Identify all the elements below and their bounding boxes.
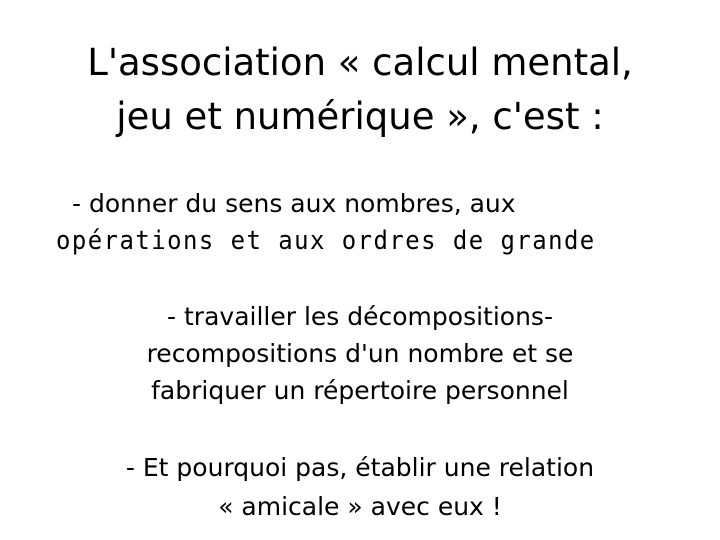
bullet-3-line-1: - Et pourquoi pas, établir une relation <box>125 453 595 482</box>
bullet-1-line-1: - donner du sens aux nombres, aux <box>72 189 516 218</box>
bullet-decompositions <box>0 298 720 409</box>
bullet-3-line-2: « amicale » avec eux ! <box>218 492 502 521</box>
bullet-2-line-3: fabriquer un répertoire personnel <box>151 376 569 405</box>
title-line-1: L'association « calcul mental, <box>87 41 633 84</box>
title-line-2: jeu et numérique », c'est : <box>116 95 604 138</box>
bullet-2-line-2: recompositions d'un nombre et se <box>146 339 574 368</box>
bullet-relation-amicale <box>0 448 720 526</box>
bullet-2-line-1: - travailler les décompositions- <box>167 302 553 331</box>
bullet-1-line-2: opérations et aux ordres de grande <box>56 226 596 256</box>
slide-title <box>0 36 720 144</box>
